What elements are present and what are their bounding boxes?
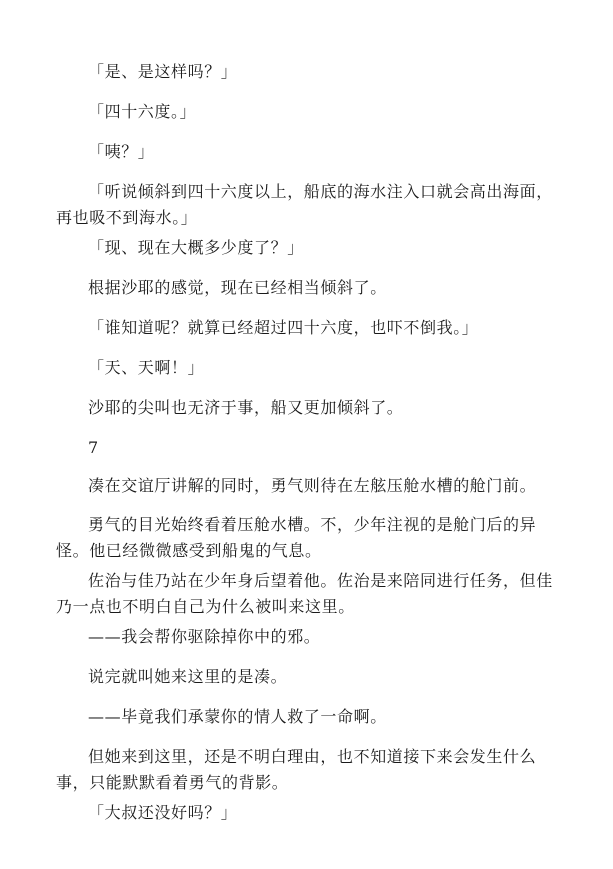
paragraph: 「现、现在大概多少度了？」 xyxy=(88,238,304,257)
paragraph: 佐治与佳乃站在少年身后望着他。佐治是来陪同进行任务，但佳乃一点也不明白自己为什么被叫来这里。 xyxy=(56,571,553,616)
paragraph: 「听说倾斜到四十六度以上，船底的海水注入口就会高出海面，再也吸不到海水。」 xyxy=(56,182,553,227)
section-number: 7 xyxy=(88,438,99,457)
paragraph: 「是、是这样吗？」 xyxy=(88,62,238,81)
paragraph: 「谁知道呢？就算已经超过四十六度，也吓不倒我。」 xyxy=(88,318,479,337)
paragraph: 勇气的目光始终看着压舱水槽。不，少年注视的是舱门后的异怪。他已经微微感受到船鬼的气息。 xyxy=(56,515,537,560)
paragraph: ——我会帮你驱除掉你中的邪。 xyxy=(88,627,321,646)
paragraph: 「咦？」 xyxy=(88,142,155,161)
paragraph: 根据沙耶的感觉，现在已经相当倾斜了。 xyxy=(88,278,387,297)
paragraph: ——毕竟我们承蒙你的情人救了一命啊。 xyxy=(88,707,387,726)
paragraph: 说完就叫她来这里的是凑。 xyxy=(88,667,288,686)
paragraph: 「天、天啊！」 xyxy=(88,358,205,377)
paragraph: 凑在交谊厅讲解的同时，勇气则待在左舷压舱水槽的舱门前。 xyxy=(88,476,537,495)
paragraph: 但她来到这里，还是不明白理由，也不知道接下来会发生什么事，只能默默看着勇气的背影。 xyxy=(56,747,537,792)
paragraph: 「大叔还没好吗？」 xyxy=(88,803,238,822)
paragraph: 沙耶的尖叫也无济于事，船又更加倾斜了。 xyxy=(88,398,404,417)
paragraph: 「四十六度。」 xyxy=(88,102,197,121)
